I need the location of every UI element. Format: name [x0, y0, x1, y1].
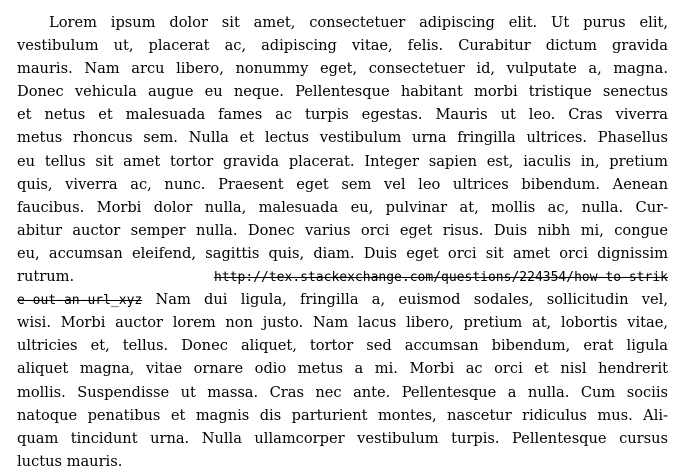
- text-line-5: et netus et malesuada fames ac turpis egestas. Mauris ut leo. Cras viverra: [17, 106, 668, 124]
- text-line-7: eu tellus sit amet tortor gravida placerat. Integer sapien est, iaculis in, pretium: [17, 152, 668, 170]
- text-line-3: mauris. Nam arcu libero, nonummy eget, consectetuer id, vulputate a, magna.: [17, 60, 668, 78]
- text-line-18: natoque penatibus et magnis dis parturient montes, nascetur ridiculus mus. Ali-: [17, 406, 668, 424]
- text-line-10: abitur auctor semper nulla. Donec varius orci eget risus. Duis nibh mi, congue: [17, 221, 668, 239]
- text-line-1: Lorem ipsum dolor sit amet, consectetuer adipiscing elit. Ut purus elit,: [49, 14, 668, 31]
- text-line-17: mollis. Suspendisse ut massa. Cras nec ante. Pellentesque a nulla. Cum sociis: [17, 383, 668, 401]
- text-line-19: quam tincidunt urna. Nulla ullamcorper vestibulum turpis. Pellentesque cursus: [17, 429, 668, 447]
- text-line-11: eu, accumsan eleifend, sagittis quis, diam. Duis eget orci sit amet orci dignissim: [17, 244, 668, 262]
- struck-url-link-part2[interactable]: e-out-an-url_xyz: [17, 293, 143, 309]
- url-line-1: [17, 265, 668, 288]
- text-line-4: Donec vehicula augue eu neque. Pellentesque habitant morbi tristique senectus: [17, 83, 668, 101]
- text-after-url: Nam dui ligula, fringilla a, euismod sodales, sollicitudin vel,: [155, 291, 668, 309]
- text-line-8: quis, viverra ac, nunc. Praesent eget sem vel leo ultrices bibendum. Aenean: [17, 175, 668, 193]
- document-page: [17, 11, 668, 473]
- url-line-2: [17, 288, 668, 311]
- text-line-20: luctus mauris.: [17, 452, 123, 470]
- url-line-prefix: rutrum.: [17, 268, 75, 286]
- text-line-14: wisi. Morbi auctor lorem non justo. Nam lacus libero, pretium at, lobortis vitae,: [17, 314, 668, 332]
- struck-url-link-part1[interactable]: http://tex.stackexchange.com/questions/224354/how-to-strik: [214, 270, 668, 286]
- text-line-16: aliquet magna, vitae ornare odio metus a mi. Morbi ac orci et nisl hendrerit: [17, 360, 668, 378]
- text-line-2: vestibulum ut, placerat ac, adipiscing vitae, felis. Curabitur dictum gravida: [17, 37, 668, 55]
- text-line-9: faucibus. Morbi dolor nulla, malesuada eu, pulvinar at, mollis ac, nulla. Cur-: [17, 198, 668, 216]
- text-line-15: ultricies et, tellus. Donec aliquet, tortor sed accumsan bibendum, erat ligula: [17, 337, 668, 355]
- text-line-6: metus rhoncus sem. Nulla et lectus vestibulum urna fringilla ultrices. Phasellus: [17, 129, 668, 147]
